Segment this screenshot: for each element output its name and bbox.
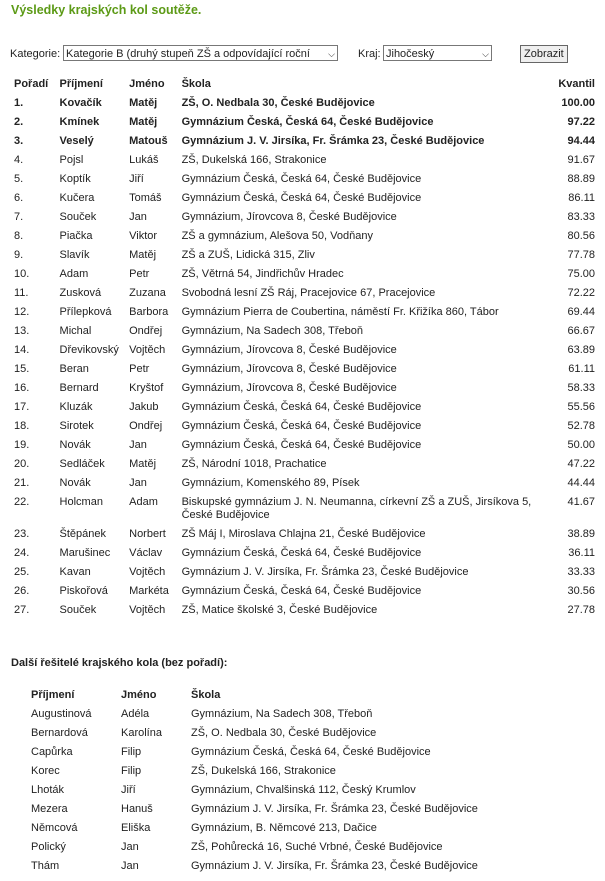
- name-cell: Norbert: [129, 528, 166, 540]
- header-surname: Příjmení: [31, 689, 75, 701]
- header-rank: Pořadí: [14, 78, 49, 90]
- surname-cell: Novák: [59, 477, 91, 489]
- name-cell: Karolína: [121, 727, 162, 739]
- school-cell: Gymnázium Česká, Česká 64, České Budějovice: [181, 173, 422, 185]
- surname-cell: Zusková: [59, 287, 102, 299]
- header-name: Jméno: [129, 78, 165, 90]
- surname-cell: Adam: [59, 268, 89, 280]
- table-row: [12, 154, 598, 173]
- surname-cell: Souček: [59, 211, 97, 223]
- rank-cell: 7.: [14, 211, 24, 223]
- table-row: [29, 838, 509, 857]
- rank-cell: 26.: [14, 585, 30, 597]
- score-cell: 36.11: [568, 547, 595, 559]
- school-cell: ZŠ Máj I, Miroslava Chlajna 21, České Budějovice: [181, 528, 426, 540]
- school-cell: Gymnázium Česká, Česká 64, České Budějovice: [181, 439, 422, 451]
- name-cell: Matěj: [129, 116, 158, 128]
- school-cell: Gymnázium, Jírovcova 8, České Budějovice: [181, 211, 397, 223]
- score-cell: 83.33: [567, 211, 595, 223]
- surname-cell: Beran: [59, 363, 89, 375]
- category-select-value: Kategorie B (druhý stupeň ZŠ a odpovídající roční: [66, 48, 310, 60]
- table-row: [12, 547, 598, 566]
- table-row: [12, 116, 598, 135]
- name-cell: Matěj: [129, 97, 158, 109]
- school-cell: ZŠ a gymnázium, Alešova 50, Vodňany: [181, 230, 373, 242]
- table-row: [12, 287, 598, 306]
- name-cell: Barbora: [129, 306, 169, 318]
- table-row: [12, 230, 598, 249]
- rank-cell: 18.: [14, 420, 30, 432]
- score-cell: 63.89: [567, 344, 595, 356]
- school-cell: ZŠ, Národní 1018, Prachatice: [181, 458, 327, 470]
- table-row: [29, 705, 509, 724]
- table-row: [29, 762, 509, 781]
- chevron-down-icon: ⌵: [328, 49, 335, 59]
- name-cell: Jan: [121, 841, 139, 853]
- table-row: [12, 477, 598, 496]
- name-cell: Filip: [121, 746, 142, 758]
- score-cell: 75.00: [567, 268, 595, 280]
- surname-cell: Veselý: [59, 135, 94, 147]
- school-cell: ZŠ, Větrná 54, Jindřichův Hradec: [181, 268, 344, 280]
- table-row: [12, 268, 598, 287]
- surname-cell: Polický: [31, 841, 66, 853]
- table-row: [29, 781, 509, 800]
- name-cell: Filip: [121, 765, 142, 777]
- surname-cell: Sirotek: [59, 420, 94, 432]
- school-cell: Gymnázium, Jírovcova 8, České Budějovice: [181, 344, 397, 356]
- rank-cell: 22.: [14, 496, 30, 508]
- name-cell: Viktor: [129, 230, 158, 242]
- name-cell: Vojtěch: [129, 566, 166, 578]
- name-cell: Jan: [121, 860, 139, 872]
- score-cell: 66.67: [567, 325, 595, 337]
- rank-cell: 23.: [14, 528, 30, 540]
- table-row: [29, 819, 509, 838]
- rank-cell: 20.: [14, 458, 30, 470]
- rank-cell: 3.: [14, 135, 24, 147]
- school-cell: Gymnázium Česká, Česká 64, České Budějovice: [181, 116, 434, 128]
- name-cell: Jan: [129, 211, 147, 223]
- table-row: [12, 249, 598, 268]
- school-cell: Gymnázium J. V. Jirsíka, Fr. Šrámka 23, České Budějovice: [191, 860, 478, 872]
- rank-cell: 10.: [14, 268, 30, 280]
- name-cell: Zuzana: [129, 287, 166, 299]
- table-row: [12, 420, 598, 439]
- score-cell: 77.78: [567, 249, 595, 261]
- rank-cell: 11.: [14, 287, 29, 299]
- score-cell: 61.11: [568, 363, 595, 375]
- table-row: [12, 344, 598, 363]
- school-cell: Gymnázium Česká, Česká 64, České Budějovice: [191, 746, 431, 758]
- chevron-down-icon: ⌵: [482, 49, 489, 59]
- score-cell: 97.22: [567, 116, 595, 128]
- header-name: Jméno: [121, 689, 157, 701]
- name-cell: Matouš: [129, 135, 168, 147]
- surname-cell: Kluzák: [59, 401, 93, 413]
- table-row: [12, 97, 598, 116]
- name-cell: Matěj: [129, 249, 157, 261]
- table-row: [12, 135, 598, 154]
- table-row: [12, 325, 598, 344]
- table-row: [12, 458, 598, 477]
- rank-cell: 21.: [14, 477, 30, 489]
- score-cell: 55.56: [567, 401, 595, 413]
- surname-cell: Capůrka: [31, 746, 73, 758]
- name-cell: Vojtěch: [129, 604, 166, 616]
- category-label: Kategorie:: [10, 48, 61, 60]
- name-cell: Adam: [129, 496, 158, 508]
- region-select-value: Jihočeský: [386, 48, 435, 60]
- name-cell: Adéla: [121, 708, 150, 720]
- rank-cell: 24.: [14, 547, 30, 559]
- name-cell: Kryštof: [129, 382, 164, 394]
- score-cell: 33.33: [567, 566, 595, 578]
- surname-cell: Novák: [59, 439, 91, 451]
- header-surname: Příjmení: [59, 78, 103, 90]
- surname-cell: Přílepková: [59, 306, 112, 318]
- surname-cell: Pojsl: [59, 154, 84, 166]
- school-cell: ZŠ, O. Nedbala 30, České Budějovice: [191, 727, 377, 739]
- name-cell: Tomáš: [129, 192, 162, 204]
- table-row: [29, 743, 509, 762]
- header-school: Škola: [191, 689, 221, 701]
- table-row: [12, 496, 598, 528]
- score-cell: 38.89: [567, 528, 595, 540]
- table-row: [12, 401, 598, 420]
- name-cell: Petr: [129, 363, 150, 375]
- surname-cell: Korec: [31, 765, 60, 777]
- school-cell: ZŠ, Dukelská 166, Strakonice: [181, 154, 327, 166]
- score-cell: 44.44: [567, 477, 595, 489]
- rank-cell: 6.: [14, 192, 24, 204]
- table-row: [12, 211, 598, 230]
- region-select[interactable]: [383, 45, 492, 61]
- school-cell: ZŠ, Matice školské 3, České Budějovice: [181, 604, 378, 616]
- rank-cell: 15.: [14, 363, 30, 375]
- name-cell: Jan: [129, 477, 147, 489]
- school-cell: Gymnázium Česká, Česká 64, České Budějovice: [181, 585, 422, 597]
- school-cell: Gymnázium, Na Sadech 308, Třeboň: [181, 325, 363, 337]
- name-cell: Lukáš: [129, 154, 159, 166]
- rank-cell: 25.: [14, 566, 30, 578]
- school-cell: Gymnázium Česká, Česká 64, České Budějovice: [181, 420, 422, 432]
- rank-cell: 4.: [14, 154, 24, 166]
- name-cell: Jan: [129, 439, 147, 451]
- score-cell: 100.00: [561, 97, 595, 109]
- score-cell: 58.33: [567, 382, 595, 394]
- surname-cell: Holcman: [59, 496, 103, 508]
- rank-cell: 9.: [14, 249, 24, 261]
- school-cell: ZŠ, Dukelská 166, Strakonice: [191, 765, 336, 777]
- school-cell: ZŠ, Pohůrecká 16, Suché Vrbné, České Budějovice: [191, 841, 443, 853]
- school-cell: ZŠ a ZUŠ, Lidická 315, Zliv: [181, 249, 315, 261]
- rank-cell: 14.: [14, 344, 30, 356]
- table-row: [12, 306, 598, 325]
- name-cell: Markéta: [129, 585, 169, 597]
- surname-cell: Piačka: [59, 230, 93, 242]
- page-title: Výsledky krajských kol soutěže.: [11, 3, 202, 17]
- header-score: Kvantil: [558, 78, 595, 90]
- table-row: [12, 566, 598, 585]
- surname-cell: Němcová: [31, 822, 78, 834]
- score-cell: 86.11: [568, 192, 595, 204]
- score-cell: 41.67: [567, 496, 595, 508]
- name-cell: Matěj: [129, 458, 157, 470]
- school-cell: Biskupské gymnázium J. N. Neumanna, církevní ZŠ a ZUŠ, Jirsíkova 5, České Budějovice: [181, 496, 532, 521]
- score-cell: 94.44: [567, 135, 595, 147]
- table-row: [12, 604, 598, 623]
- name-cell: Jiří: [121, 784, 136, 796]
- category-select[interactable]: [63, 45, 338, 61]
- surname-cell: Augustinová: [31, 708, 92, 720]
- others-title: Další řešitelé krajského kola (bez pořadí):: [11, 657, 228, 669]
- score-cell: 80.56: [567, 230, 595, 242]
- rank-cell: 5.: [14, 173, 24, 185]
- score-cell: 88.89: [567, 173, 595, 185]
- table-row: [29, 857, 509, 876]
- results-header-row: [12, 78, 598, 97]
- score-cell: 50.00: [567, 439, 595, 451]
- surname-cell: Kavan: [59, 566, 91, 578]
- score-cell: 52.78: [567, 420, 595, 432]
- score-cell: 27.78: [567, 604, 595, 616]
- score-cell: 30.56: [567, 585, 595, 597]
- surname-cell: Dřevikovský: [59, 344, 119, 356]
- school-cell: Gymnázium Česká, Česká 64, České Budějovice: [181, 547, 422, 559]
- name-cell: Ondřej: [129, 420, 163, 432]
- score-cell: 69.44: [567, 306, 595, 318]
- score-cell: 91.67: [567, 154, 595, 166]
- school-cell: Gymnázium, Jírovcova 8, České Budějovice: [181, 382, 397, 394]
- table-row: [12, 528, 598, 547]
- name-cell: Vojtěch: [129, 344, 166, 356]
- name-cell: Václav: [129, 547, 163, 559]
- surname-cell: Štěpánek: [59, 528, 107, 540]
- surname-cell: Koptík: [59, 173, 91, 185]
- school-cell: Gymnázium Česká, Česká 64, České Budějovice: [181, 401, 422, 413]
- school-cell: Gymnázium Pierra de Coubertina, náměstí Fr. Křižíka 860, Tábor: [181, 306, 499, 318]
- school-cell: Gymnázium, Na Sadech 308, Třeboň: [191, 708, 373, 720]
- score-cell: 72.22: [567, 287, 595, 299]
- surname-cell: Michal: [59, 325, 92, 337]
- table-row: [29, 724, 509, 743]
- rank-cell: 12.: [14, 306, 30, 318]
- table-row: [12, 439, 598, 458]
- others-table: [29, 686, 509, 876]
- surname-cell: Piskořová: [59, 585, 108, 597]
- table-row: [12, 363, 598, 382]
- name-cell: Hanuš: [121, 803, 153, 815]
- name-cell: Jakub: [129, 401, 159, 413]
- others-header-row: [29, 686, 509, 705]
- region-label: Kraj:: [358, 48, 381, 60]
- table-row: [12, 585, 598, 604]
- surname-cell: Kučera: [59, 192, 95, 204]
- name-cell: Eliška: [121, 822, 151, 834]
- score-cell: 47.22: [567, 458, 595, 470]
- school-cell: Gymnázium J. V. Jirsíka, Fr. Šrámka 23, České Budějovice: [191, 803, 478, 815]
- rank-cell: 8.: [14, 230, 24, 242]
- surname-cell: Bernard: [59, 382, 99, 394]
- school-cell: Gymnázium J. V. Jirsíka, Fr. Šrámka 23, České Budějovice: [181, 566, 469, 578]
- school-cell: ZŠ, O. Nedbala 30, České Budějovice: [181, 97, 375, 109]
- results-table: [12, 78, 598, 623]
- school-cell: Gymnázium J. V. Jirsíka, Fr. Šrámka 23, České Budějovice: [181, 135, 485, 147]
- surname-cell: Slavík: [59, 249, 90, 261]
- table-row: [29, 800, 509, 819]
- surname-cell: Sedláček: [59, 458, 105, 470]
- rank-cell: 16.: [14, 382, 30, 394]
- surname-cell: Kovačík: [59, 97, 102, 109]
- school-cell: Gymnázium, Komenského 89, Písek: [181, 477, 360, 489]
- school-cell: Gymnázium Česká, Česká 64, České Budějovice: [181, 192, 422, 204]
- rank-cell: 17.: [14, 401, 30, 413]
- rank-cell: 27.: [14, 604, 30, 616]
- surname-cell: Lhoták: [31, 784, 65, 796]
- surname-cell: Thám: [31, 860, 60, 872]
- rank-cell: 13.: [14, 325, 30, 337]
- surname-cell: Bernardová: [31, 727, 88, 739]
- table-row: [12, 192, 598, 211]
- rank-cell: 19.: [14, 439, 30, 451]
- rank-cell: 1.: [14, 97, 24, 109]
- school-cell: Gymnázium, B. Němcové 213, Dačice: [191, 822, 377, 834]
- school-cell: Gymnázium, Chvalšinská 112, Český Krumlov: [191, 784, 416, 796]
- header-school: Škola: [181, 78, 211, 90]
- filter-form: [10, 45, 595, 65]
- surname-cell: Kmínek: [59, 116, 100, 128]
- name-cell: Jiří: [129, 173, 144, 185]
- school-cell: Gymnázium, Jírovcova 8, České Budějovice: [181, 363, 397, 375]
- table-row: [12, 382, 598, 401]
- surname-cell: Marušinec: [59, 547, 111, 559]
- surname-cell: Mezera: [31, 803, 68, 815]
- table-row: [12, 173, 598, 192]
- name-cell: Petr: [129, 268, 150, 280]
- submit-button[interactable]: Zobrazit: [520, 45, 568, 63]
- surname-cell: Souček: [59, 604, 97, 616]
- name-cell: Ondřej: [129, 325, 163, 337]
- rank-cell: 2.: [14, 116, 24, 128]
- school-cell: Svobodná lesní ZŠ Ráj, Pracejovice 67, Pracejovice: [181, 287, 436, 299]
